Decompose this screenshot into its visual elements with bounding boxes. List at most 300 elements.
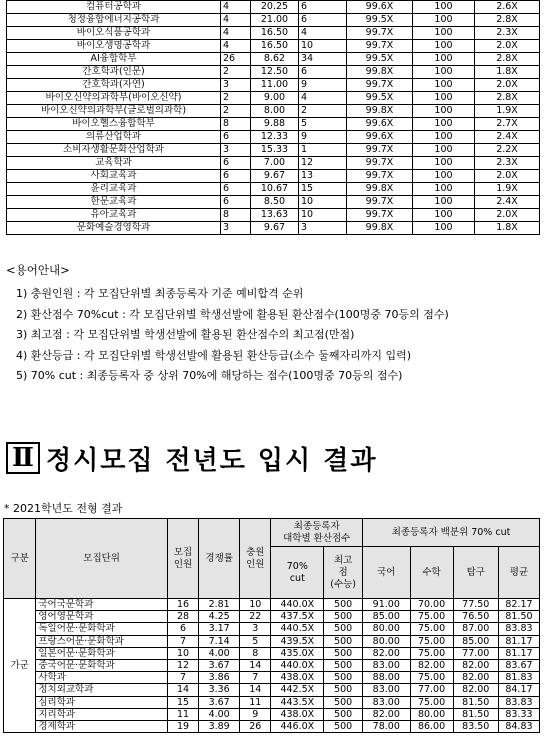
table-cell: 99.7X bbox=[347, 209, 413, 222]
table-cell: 3.36 bbox=[199, 684, 240, 696]
table-cell: 2 bbox=[221, 105, 251, 118]
table-cell: 82.00 bbox=[453, 684, 498, 696]
table-cell: 82.00 bbox=[453, 672, 498, 684]
unit-name-cell: 사회교육과 bbox=[7, 170, 221, 183]
table-cell: 13 bbox=[299, 170, 347, 183]
table-cell: 4.00 bbox=[199, 647, 240, 659]
table-cell: 2 bbox=[299, 105, 347, 118]
unit-name-cell: 교육학과 bbox=[7, 157, 221, 170]
table-cell: 8.62 bbox=[251, 53, 299, 66]
header-math: 수학 bbox=[410, 547, 453, 599]
table-cell: 83.00 bbox=[363, 659, 410, 671]
table-cell: 6 bbox=[221, 170, 251, 183]
table-row bbox=[4, 611, 540, 623]
header-max bbox=[324, 547, 363, 599]
table-cell: 15 bbox=[299, 183, 347, 196]
header-cut-line1: 70% bbox=[286, 560, 308, 572]
glossary-title: <용어안내> bbox=[6, 263, 70, 277]
table-cell: 9 bbox=[240, 708, 271, 720]
unit-name-cell: 바이오신약의과학부(바이오신약) bbox=[7, 92, 221, 105]
table-cell: 439.5X bbox=[271, 635, 324, 647]
table-cell: 100 bbox=[413, 157, 475, 170]
header-quota-line1: 모집 bbox=[173, 546, 193, 558]
table-cell: 75.00 bbox=[410, 623, 453, 635]
table-cell: 500 bbox=[324, 672, 363, 684]
table-cell: 87.00 bbox=[453, 623, 498, 635]
table-cell: 99.5X bbox=[347, 92, 413, 105]
unit-name-cell: 컴퓨터공학과 bbox=[7, 1, 221, 14]
glossary bbox=[2, 262, 542, 387]
table-cell: 9.67 bbox=[251, 222, 299, 235]
table-cell: 437.5X bbox=[271, 611, 324, 623]
glossary-item: 4) 환산등급 : 각 모집단위별 학생선발에 활용된 환산등급(소수 둘째자리까지 입력) bbox=[16, 348, 412, 362]
table-cell: 11 bbox=[167, 708, 198, 720]
table-cell: 80.00 bbox=[363, 635, 410, 647]
table-cell: 4 bbox=[221, 1, 251, 14]
table-cell: 500 bbox=[324, 684, 363, 696]
table-cell: 500 bbox=[324, 623, 363, 635]
table-cell: 2.3X bbox=[475, 157, 540, 170]
table-cell: 7.00 bbox=[251, 157, 299, 170]
table-row bbox=[4, 672, 540, 684]
table-row bbox=[4, 635, 540, 647]
table-cell: 15 bbox=[167, 696, 198, 708]
table-cell: 14 bbox=[240, 659, 271, 671]
header-max-line3: (수능) bbox=[330, 578, 357, 590]
table-cell: 81.50 bbox=[453, 708, 498, 720]
header-korean: 국어 bbox=[363, 547, 410, 599]
unit-name-cell: 사학과 bbox=[36, 672, 168, 684]
table-cell: 99.6X bbox=[347, 118, 413, 131]
unit-name-cell: 바이오헬스융합학부 bbox=[7, 118, 221, 131]
unit-name-cell: 청정융합에너지공학과 bbox=[7, 14, 221, 27]
table-cell: 10 bbox=[299, 196, 347, 209]
table-cell: 5 bbox=[299, 118, 347, 131]
table-cell: 2.8X bbox=[475, 92, 540, 105]
table-cell: 6 bbox=[221, 131, 251, 144]
unit-name-cell: 바이오생명공학과 bbox=[7, 40, 221, 53]
table-cell: 1.8X bbox=[475, 222, 540, 235]
unit-name-cell: 지리학과 bbox=[36, 708, 168, 720]
table-row bbox=[4, 696, 540, 708]
table-cell: 10 bbox=[299, 40, 347, 53]
table-cell: 8.50 bbox=[251, 196, 299, 209]
table-cell: 99.8X bbox=[347, 222, 413, 235]
table-cell: 2.0X bbox=[475, 79, 540, 92]
glossary-item: 5) 70% cut : 최종등록자 중 상위 70%에 해당하는 점수(100명중 70등의 점수) bbox=[16, 369, 403, 382]
table-cell: 81.50 bbox=[453, 696, 498, 708]
header-max-line1: 최고 bbox=[333, 554, 353, 566]
table-cell: 438.0X bbox=[271, 672, 324, 684]
table-row bbox=[4, 684, 540, 696]
table-cell: 2.2X bbox=[475, 144, 540, 157]
section-title: 정시모집 전년도 입시 결과 bbox=[46, 445, 378, 476]
table-cell: 9 bbox=[299, 79, 347, 92]
unit-name-cell: 경제학과 bbox=[36, 720, 168, 732]
table-cell: 82.00 bbox=[363, 647, 410, 659]
top-results-table bbox=[6, 0, 540, 235]
table-cell: 3.89 bbox=[199, 720, 240, 732]
table-cell: 8 bbox=[221, 118, 251, 131]
table-cell: 1.8X bbox=[475, 66, 540, 79]
unit-name-cell: 정치외교학과 bbox=[36, 684, 168, 696]
table-cell: 77.00 bbox=[453, 647, 498, 659]
table-cell: 86.00 bbox=[410, 720, 453, 732]
table-row bbox=[7, 105, 540, 118]
table-cell: 82.00 bbox=[363, 708, 410, 720]
table-cell: 34 bbox=[299, 53, 347, 66]
table-row bbox=[7, 66, 540, 79]
glossary-item: 1) 충원인원 : 각 모집단위별 최종등록자 기준 예비합격 순위 bbox=[16, 287, 304, 300]
table-note: * 2021학년도 전형 결과 bbox=[4, 502, 123, 515]
table-cell: 438.0X bbox=[271, 708, 324, 720]
table-cell: 6 bbox=[299, 66, 347, 79]
table-cell: 13.63 bbox=[251, 209, 299, 222]
table-cell: 2.0X bbox=[475, 40, 540, 53]
table-cell: 12.33 bbox=[251, 131, 299, 144]
table-cell: 75.00 bbox=[410, 611, 453, 623]
table-cell: 99.7X bbox=[347, 157, 413, 170]
table-cell: 4 bbox=[299, 27, 347, 40]
table-cell: 91.00 bbox=[363, 599, 410, 611]
table-cell: 2 bbox=[221, 92, 251, 105]
header-unit: 모집단위 bbox=[36, 519, 168, 599]
table-cell: 100 bbox=[413, 170, 475, 183]
table-cell: 85.00 bbox=[453, 635, 498, 647]
unit-name-cell: AI융합학부 bbox=[7, 53, 221, 66]
table-cell: 6 bbox=[299, 1, 347, 14]
table-cell: 9.67 bbox=[251, 170, 299, 183]
table-cell: 2.81 bbox=[199, 599, 240, 611]
table-cell: 500 bbox=[324, 611, 363, 623]
header-inquiry: 탐구 bbox=[453, 547, 498, 599]
table-cell: 100 bbox=[413, 209, 475, 222]
unit-name-cell: 프랑스어문·문화학과 bbox=[36, 635, 168, 647]
table-cell: 3 bbox=[221, 144, 251, 157]
table-cell: 500 bbox=[324, 720, 363, 732]
unit-name-cell: 윤리교육과 bbox=[7, 183, 221, 196]
unit-name-cell: 독일어문·문화학과 bbox=[36, 623, 168, 635]
unit-name-cell: 영어영문학과 bbox=[36, 611, 168, 623]
table-cell: 83.83 bbox=[498, 696, 539, 708]
table-row bbox=[7, 27, 540, 40]
table-cell: 78.00 bbox=[363, 720, 410, 732]
table-cell: 8 bbox=[240, 647, 271, 659]
table-cell: 14 bbox=[167, 684, 198, 696]
table-cell: 83.67 bbox=[498, 659, 539, 671]
table-row bbox=[4, 720, 540, 732]
table-cell: 99.7X bbox=[347, 170, 413, 183]
table-cell: 81.17 bbox=[498, 647, 539, 659]
table-cell: 28 bbox=[167, 611, 198, 623]
header-competition: 경쟁률 bbox=[199, 519, 240, 599]
table-cell: 3.67 bbox=[199, 659, 240, 671]
table-cell: 100 bbox=[413, 66, 475, 79]
table-cell: 500 bbox=[324, 659, 363, 671]
table-row bbox=[7, 79, 540, 92]
table-cell: 70.00 bbox=[410, 599, 453, 611]
table-cell: 85.00 bbox=[363, 611, 410, 623]
header-final-line1: 최종등록자 bbox=[293, 520, 340, 532]
table-cell: 2.7X bbox=[475, 118, 540, 131]
glossary-item: 3) 최고점 : 각 모집단위별 학생선발에 활용된 환산점수의 최고점(만점) bbox=[16, 328, 355, 341]
table-cell: 2.8X bbox=[475, 53, 540, 66]
table-cell: 81.50 bbox=[498, 611, 539, 623]
table-cell: 99.5X bbox=[347, 53, 413, 66]
table-cell: 12 bbox=[299, 157, 347, 170]
table-cell: 8 bbox=[221, 209, 251, 222]
table-cell: 21.00 bbox=[251, 14, 299, 27]
table-cell: 1.9X bbox=[475, 183, 540, 196]
unit-name-cell: 문화예술경영학과 bbox=[7, 222, 221, 235]
table-cell: 4.25 bbox=[199, 611, 240, 623]
table-cell: 82.00 bbox=[410, 659, 453, 671]
table-cell: 3 bbox=[221, 79, 251, 92]
table-row bbox=[4, 647, 540, 659]
table-cell: 83.00 bbox=[363, 684, 410, 696]
table-cell: 81.83 bbox=[498, 672, 539, 684]
table-cell: 446.0X bbox=[271, 720, 324, 732]
unit-name-cell: 중국어문·문화학과 bbox=[36, 659, 168, 671]
table-cell: 10 bbox=[299, 209, 347, 222]
table-cell: 77.00 bbox=[410, 684, 453, 696]
table-cell: 81.17 bbox=[498, 635, 539, 647]
table-cell: 2.8X bbox=[475, 14, 540, 27]
table-cell: 75.00 bbox=[410, 672, 453, 684]
table-row bbox=[7, 131, 540, 144]
table-cell: 4 bbox=[299, 92, 347, 105]
table-cell: 99.5X bbox=[347, 14, 413, 27]
table-cell: 100 bbox=[413, 40, 475, 53]
table-cell: 7 bbox=[167, 672, 198, 684]
table-cell: 500 bbox=[324, 647, 363, 659]
table-row bbox=[4, 659, 540, 671]
table-cell: 80.00 bbox=[363, 623, 410, 635]
table-cell: 100 bbox=[413, 92, 475, 105]
table-cell: 99.8X bbox=[347, 183, 413, 196]
table-cell: 14 bbox=[240, 684, 271, 696]
table-row bbox=[7, 92, 540, 105]
unit-name-cell: 소비자생활문화산업학과 bbox=[7, 144, 221, 157]
unit-name-cell: 바이오식품공학과 bbox=[7, 27, 221, 40]
table-cell: 4 bbox=[221, 40, 251, 53]
table-row bbox=[7, 14, 540, 27]
table-row bbox=[7, 40, 540, 53]
table-cell: 99.7X bbox=[347, 27, 413, 40]
header-final-line2: 대학별 환산점수 bbox=[283, 532, 351, 544]
table-cell: 7 bbox=[240, 672, 271, 684]
table-cell: 99.6X bbox=[347, 131, 413, 144]
table-row bbox=[7, 118, 540, 131]
table-cell: 16 bbox=[167, 599, 198, 611]
table-cell: 99.7X bbox=[347, 144, 413, 157]
table-cell: 3.67 bbox=[199, 696, 240, 708]
table-cell: 83.50 bbox=[453, 720, 498, 732]
unit-name-cell: 한문교육과 bbox=[7, 196, 221, 209]
table-cell: 26 bbox=[240, 720, 271, 732]
table-cell: 100 bbox=[413, 27, 475, 40]
table-row bbox=[7, 157, 540, 170]
glossary-list bbox=[2, 284, 542, 387]
table-header bbox=[4, 519, 540, 599]
table-cell: 84.83 bbox=[498, 720, 539, 732]
table-cell: 83.33 bbox=[498, 708, 539, 720]
table-row bbox=[4, 623, 540, 635]
unit-name-cell: 간호학과(인문) bbox=[7, 66, 221, 79]
table-cell: 2.6X bbox=[475, 1, 540, 14]
header-quota-line2: 인원 bbox=[173, 558, 193, 570]
glossary-item: 2) 환산점수 70%cut : 각 모집단위별 학생선발에 활용된 환산점수(100명중 70등의 점수) bbox=[16, 307, 449, 321]
header-cut bbox=[271, 547, 324, 599]
table-cell: 443.5X bbox=[271, 696, 324, 708]
table-cell: 100 bbox=[413, 14, 475, 27]
table-cell: 8.00 bbox=[251, 105, 299, 118]
table-cell: 99.8X bbox=[347, 105, 413, 118]
table-cell: 4 bbox=[221, 14, 251, 27]
table-cell: 9 bbox=[299, 131, 347, 144]
table-cell: 100 bbox=[413, 144, 475, 157]
table-cell: 10.67 bbox=[251, 183, 299, 196]
table-row bbox=[4, 708, 540, 720]
table-cell: 1 bbox=[299, 144, 347, 157]
header-extra-line2: 인원 bbox=[246, 558, 265, 570]
table-cell: 2.4X bbox=[475, 131, 540, 144]
header-extra-line1: 충원 bbox=[246, 546, 265, 558]
table-cell: 77.50 bbox=[453, 599, 498, 611]
table-row bbox=[7, 1, 540, 14]
table-cell: 2.0X bbox=[475, 170, 540, 183]
table-row bbox=[7, 222, 540, 235]
table-cell: 100 bbox=[413, 53, 475, 66]
table-cell: 82.00 bbox=[453, 659, 498, 671]
table-cell: 100 bbox=[413, 196, 475, 209]
table-cell: 6 bbox=[299, 14, 347, 27]
table-cell: 75.00 bbox=[410, 635, 453, 647]
table-cell: 9.00 bbox=[251, 92, 299, 105]
table-cell: 75.00 bbox=[410, 696, 453, 708]
table-cell: 500 bbox=[324, 635, 363, 647]
header-average: 평균 bbox=[498, 547, 539, 599]
table-cell: 440.0X bbox=[271, 599, 324, 611]
table-cell: 99.6X bbox=[347, 1, 413, 14]
table-cell: 3.17 bbox=[199, 623, 240, 635]
table-cell: 500 bbox=[324, 708, 363, 720]
table-cell: 76.50 bbox=[453, 611, 498, 623]
table-cell: 10 bbox=[240, 599, 271, 611]
table-row bbox=[7, 170, 540, 183]
table-cell: 100 bbox=[413, 131, 475, 144]
table-row bbox=[7, 53, 540, 66]
table-cell: 12 bbox=[167, 659, 198, 671]
table-cell: 100 bbox=[413, 79, 475, 92]
table-cell: 2 bbox=[221, 66, 251, 79]
header-max-line2: 점 bbox=[338, 566, 348, 578]
table-cell: 99.8X bbox=[347, 66, 413, 79]
table-row bbox=[7, 144, 540, 157]
table-cell: 100 bbox=[413, 222, 475, 235]
unit-name-cell: 유아교육과 bbox=[7, 209, 221, 222]
table-cell: 83.83 bbox=[498, 623, 539, 635]
unit-name-cell: 국어국문학과 bbox=[36, 599, 168, 611]
table-cell: 82.17 bbox=[498, 599, 539, 611]
table-cell: 16.50 bbox=[251, 27, 299, 40]
table-cell: 3 bbox=[240, 623, 271, 635]
unit-name-cell: 바이오신약의과학부(글로벌의과학) bbox=[7, 105, 221, 118]
table-cell: 11 bbox=[240, 696, 271, 708]
table-row bbox=[7, 196, 540, 209]
table-row bbox=[7, 183, 540, 196]
unit-name-cell: 의류산업학과 bbox=[7, 131, 221, 144]
table-cell: 435.0X bbox=[271, 647, 324, 659]
table-cell: 100 bbox=[413, 118, 475, 131]
table-cell: 2.0X bbox=[475, 209, 540, 222]
table-cell: 22 bbox=[240, 611, 271, 623]
table-cell: 1.9X bbox=[475, 105, 540, 118]
admission-results-table bbox=[3, 518, 540, 733]
group-label: 가군 bbox=[4, 599, 36, 733]
header-cut-line2: cut bbox=[289, 572, 305, 584]
unit-name-cell: 일본어문·문화학과 bbox=[36, 647, 168, 659]
table-cell: 6 bbox=[221, 196, 251, 209]
table-cell: 12.50 bbox=[251, 66, 299, 79]
table-cell: 6 bbox=[221, 183, 251, 196]
table-cell: 3 bbox=[221, 222, 251, 235]
table-cell: 19 bbox=[167, 720, 198, 732]
table-cell: 500 bbox=[324, 599, 363, 611]
table-body bbox=[4, 599, 540, 733]
table-cell: 15.33 bbox=[251, 144, 299, 157]
header-gubun: 구분 bbox=[4, 519, 36, 599]
table-cell: 11.00 bbox=[251, 79, 299, 92]
table-cell: 500 bbox=[324, 696, 363, 708]
table-cell: 9.88 bbox=[251, 118, 299, 131]
table-cell: 4.00 bbox=[199, 708, 240, 720]
table-cell: 75.00 bbox=[410, 647, 453, 659]
unit-name-cell: 심리학과 bbox=[36, 696, 168, 708]
table-cell: 84.17 bbox=[498, 684, 539, 696]
table-cell: 6 bbox=[167, 623, 198, 635]
table-cell: 99.7X bbox=[347, 40, 413, 53]
table-row bbox=[4, 599, 540, 611]
section-number: Ⅱ bbox=[6, 442, 40, 474]
header-percentile-group: 최종등록자 백분위 70% cut bbox=[363, 519, 540, 547]
table-cell: 7 bbox=[167, 635, 198, 647]
table-cell: 2.4X bbox=[475, 196, 540, 209]
section-heading bbox=[6, 440, 377, 476]
table-cell: 3 bbox=[299, 222, 347, 235]
table-cell: 440.5X bbox=[271, 623, 324, 635]
table-cell: 442.5X bbox=[271, 684, 324, 696]
table-cell: 26 bbox=[221, 53, 251, 66]
table-cell: 99.7X bbox=[347, 196, 413, 209]
table-cell: 100 bbox=[413, 1, 475, 14]
table-cell: 83.00 bbox=[363, 696, 410, 708]
table-cell: 4 bbox=[221, 27, 251, 40]
table-cell: 99.7X bbox=[347, 79, 413, 92]
header-extra bbox=[240, 519, 271, 599]
header-final-group bbox=[271, 519, 363, 547]
top-table-body bbox=[7, 1, 540, 235]
table-cell: 2.3X bbox=[475, 27, 540, 40]
table-cell: 7.14 bbox=[199, 635, 240, 647]
table-cell: 3.86 bbox=[199, 672, 240, 684]
table-cell: 88.00 bbox=[363, 672, 410, 684]
table-cell: 100 bbox=[413, 183, 475, 196]
table-cell: 100 bbox=[413, 105, 475, 118]
table-cell: 10 bbox=[167, 647, 198, 659]
table-cell: 16.50 bbox=[251, 40, 299, 53]
unit-name-cell: 간호학과(자연) bbox=[7, 79, 221, 92]
